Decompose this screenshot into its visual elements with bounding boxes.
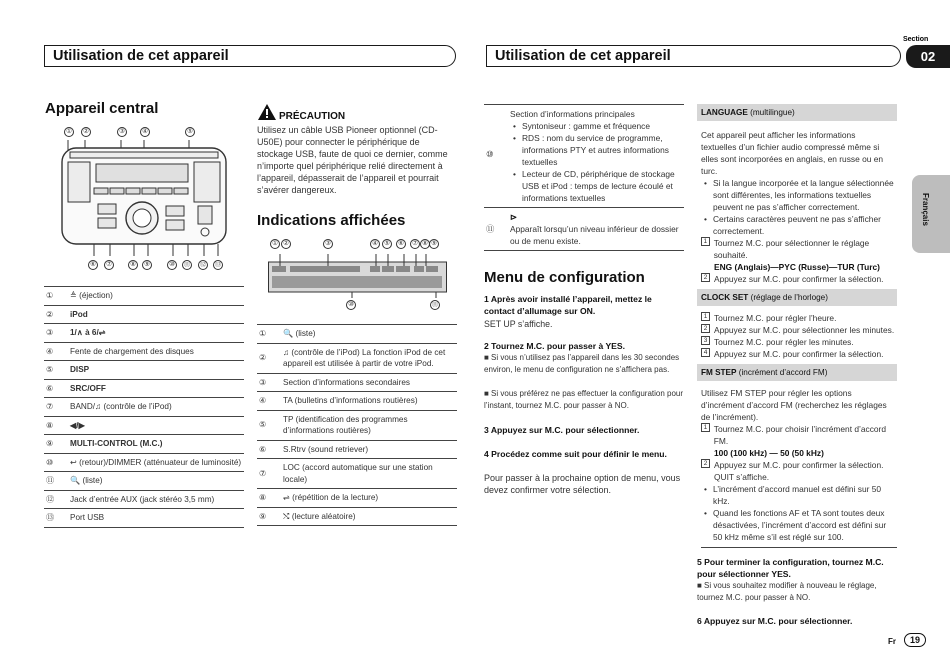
language-bar-title: LANGUAGE bbox=[701, 108, 748, 117]
caution-text: Utilisez un câble USB Pioneer optionnel (CD-U50E) pour connecter le périphérique de stockage USB, faute de quoi ce dernier, comme n’importe quel périphérique relié directement à l’appareil, dépasserait de l’appareil et pourrait s’avérer dangereux. bbox=[257, 125, 448, 195]
section-number: 02 bbox=[906, 45, 950, 68]
table-row bbox=[44, 398, 244, 417]
table-row bbox=[257, 440, 457, 459]
row-number: ⑤ bbox=[257, 410, 283, 440]
note-2a: ■ Si vous n’utilisez pas l’appareil dans les 30 secondes environ, le menu de configuration ne s’affichera pas. bbox=[484, 353, 680, 374]
row-number: ④ bbox=[257, 392, 283, 411]
header-right bbox=[486, 45, 901, 67]
clock-step-4 bbox=[697, 348, 897, 360]
clock-step-2 bbox=[697, 324, 897, 336]
callout-12: ⑫ bbox=[199, 261, 207, 268]
callout-13: ⑬ bbox=[214, 261, 222, 268]
radio-callouts-top bbox=[64, 127, 204, 139]
row-number: ① bbox=[257, 325, 283, 344]
step-text: Appuyez sur M.C. pour sélectionner les minutes. bbox=[714, 325, 895, 335]
row-number: ⑫ bbox=[44, 490, 70, 509]
row-number: ④ bbox=[44, 342, 70, 361]
row-text: ⤭ (lecture aléatoire) bbox=[283, 507, 457, 526]
list-item: • Quand les fonctions AF et TA sont toutes deux désactivées, l’incrément d’accord est défini sur 50 kHz même s’il est réglé sur 100. bbox=[701, 507, 897, 548]
clock-step-3 bbox=[697, 336, 897, 348]
display-callouts-top bbox=[270, 239, 450, 251]
step-text: Tournez M.C. pour choisir l’incrément d’accord FM. bbox=[713, 424, 886, 446]
callout-4: ④ bbox=[140, 127, 150, 137]
step-6: 6 Appuyez sur M.C. pour sélectionner. bbox=[697, 616, 853, 626]
callout-10: ⑩ bbox=[167, 260, 177, 270]
row-text: iPod bbox=[70, 305, 244, 324]
step-text: Appuyez sur M.C. pour confirmer la sélection. bbox=[714, 460, 884, 470]
row-text: ≜ (éjection) bbox=[70, 287, 244, 306]
callout-5: ⑤ bbox=[382, 239, 392, 249]
row-text: LOC (accord automatique sur une station locale) bbox=[283, 459, 457, 489]
table-row bbox=[257, 507, 457, 526]
step-2: 2 Tournez M.C. pour passer à YES. bbox=[484, 341, 626, 351]
row-text: S.Rtrv (sound retriever) bbox=[283, 440, 457, 459]
table-row bbox=[44, 324, 244, 343]
row-number: ⑥ bbox=[257, 440, 283, 459]
row-text: DISP bbox=[70, 361, 244, 380]
callout-2: ② bbox=[281, 239, 291, 249]
table-row bbox=[257, 489, 457, 508]
page-number: 19 bbox=[904, 633, 926, 647]
list-item: • L’incrément d’accord manuel est défini sur 50 kHz. bbox=[701, 483, 897, 507]
row11-text: Apparaît lorsqu’un niveau inférieur de dossier ou de menu existe. bbox=[510, 224, 679, 246]
table-row bbox=[44, 435, 244, 454]
step-5: 5 Pour terminer la configuration, tournez M.C. pour sélectionner YES. bbox=[697, 557, 884, 579]
head-unit-illustration bbox=[58, 140, 230, 258]
row-number: ② bbox=[44, 305, 70, 324]
callout-1: ① bbox=[270, 239, 280, 249]
fm-step-2 bbox=[697, 459, 897, 471]
row-number: ⑩ bbox=[486, 149, 494, 159]
clock-step-1 bbox=[697, 312, 897, 324]
table-row bbox=[484, 208, 684, 251]
row-number: ⑧ bbox=[257, 489, 283, 508]
note-2b: ■ Si vous préférez ne pas effectuer la configuration pour l’instant, tournez M.C. pour passer à NO. bbox=[484, 389, 684, 410]
row-text: MULTI-CONTROL (M.C.) bbox=[70, 435, 244, 454]
table-row bbox=[44, 509, 244, 528]
table-row bbox=[257, 343, 457, 373]
callout-9: ⑨ bbox=[429, 239, 439, 249]
footer-lang: Fr bbox=[888, 637, 896, 646]
step-marker: 3 bbox=[701, 336, 710, 345]
row-number: ⑪ bbox=[44, 472, 70, 491]
step-marker: 2 bbox=[701, 459, 710, 468]
table-row bbox=[257, 392, 457, 411]
step-1-sub: SET UP s’affiche. bbox=[484, 319, 553, 329]
callout-2: ② bbox=[81, 127, 91, 137]
table-row bbox=[257, 459, 457, 489]
language-step-2 bbox=[697, 273, 897, 285]
step-marker: 1 bbox=[701, 237, 710, 246]
col4 bbox=[697, 104, 897, 548]
folder-level-icon: ⊳ bbox=[510, 212, 518, 222]
row-number: ⑦ bbox=[257, 459, 283, 489]
step-text: Appuyez sur M.C. pour confirmer la sélection. bbox=[714, 274, 884, 284]
display-callouts-bottom bbox=[346, 300, 446, 312]
table-row bbox=[44, 416, 244, 435]
table-row bbox=[44, 361, 244, 380]
col3-continued-table bbox=[484, 104, 684, 251]
row-number: ⑪ bbox=[486, 224, 495, 234]
fm-step-bar-title: FM STEP bbox=[701, 368, 737, 377]
callout-8: ⑧ bbox=[128, 260, 138, 270]
row-text bbox=[510, 108, 684, 204]
row-text: ♫ (contrôle de l’iPod) La fonction iPod de cet appareil est utilisée à partir de votre iPod. bbox=[283, 343, 457, 373]
row-number: ⑥ bbox=[44, 379, 70, 398]
callout-4: ④ bbox=[370, 239, 380, 249]
clock-bar bbox=[697, 289, 897, 306]
callout-3: ③ bbox=[117, 127, 127, 137]
callout-6: ⑥ bbox=[396, 239, 406, 249]
step-4-text: Pour passer à la prochaine option de menu, vous devez confirmer votre sélection. bbox=[484, 473, 681, 495]
table-row bbox=[44, 305, 244, 324]
col2-key-table bbox=[257, 324, 457, 526]
row-text: TP (identification des programmes d’informations routières) bbox=[283, 410, 457, 440]
row-text: Fente de chargement des disques bbox=[70, 342, 244, 361]
row-number: ⑤ bbox=[44, 361, 70, 380]
step-3: 3 Appuyez sur M.C. pour sélectionner. bbox=[484, 425, 640, 435]
table-row bbox=[44, 453, 244, 472]
step-marker: 4 bbox=[701, 348, 710, 357]
row-number: ⑧ bbox=[44, 416, 70, 435]
callout-7: ⑦ bbox=[410, 239, 420, 249]
menu-title: Menu de configuration bbox=[484, 269, 645, 286]
table-row bbox=[44, 379, 244, 398]
row-text: ↩ (retour)/DIMMER (atténuateur de luminosité) bbox=[70, 453, 244, 472]
row-text: TA (bulletins d’informations routières) bbox=[283, 392, 457, 411]
step-text: Tournez M.C. pour régler l’heure. bbox=[714, 313, 837, 323]
radio-callouts-bottom bbox=[88, 260, 228, 272]
note-5: ■ Si vous souhaitez modifier à nouveau le réglage, tournez M.C. pour passer à NO. bbox=[697, 581, 877, 602]
warning-icon bbox=[258, 104, 276, 120]
table-row bbox=[44, 472, 244, 491]
header-left bbox=[44, 45, 456, 67]
row-number: ⑬ bbox=[44, 509, 70, 528]
language-tab bbox=[912, 175, 950, 253]
list-item: • RDS : nom du service de programme, informations PTY et autres informations textuelles bbox=[510, 132, 684, 168]
row-number: ⑨ bbox=[44, 435, 70, 454]
step-marker: 2 bbox=[701, 324, 710, 333]
callout-1: ① bbox=[64, 127, 74, 137]
callout-11: ⑪ bbox=[183, 261, 191, 268]
row-text: 🔍 (liste) bbox=[70, 472, 244, 491]
clock-bar-sub: (réglage de l’horloge) bbox=[748, 293, 828, 302]
fm-step-bar bbox=[697, 364, 897, 381]
row10-title: Section d’informations principales bbox=[510, 109, 635, 119]
row-number: ⑩ bbox=[44, 453, 70, 472]
row-text: BAND/♫ (contrôle de l’iPod) bbox=[70, 398, 244, 417]
fm-quit: QUIT s’affiche. bbox=[714, 472, 770, 482]
step-4: 4 Procédez comme suit pour définir le menu. bbox=[484, 449, 667, 459]
step-text: Tournez M.C. pour sélectionner le réglage souhaité. bbox=[713, 238, 870, 260]
language-bar bbox=[697, 104, 897, 121]
callout-3: ③ bbox=[323, 239, 333, 249]
caution-title: PRÉCAUTION bbox=[279, 111, 346, 122]
callout-5: ⑤ bbox=[185, 127, 195, 137]
lcd-display-illustration bbox=[268, 254, 448, 298]
header-left-title: Utilisation de cet appareil bbox=[53, 48, 229, 64]
table-row bbox=[484, 105, 684, 208]
row-text: 🔍 (liste) bbox=[283, 325, 457, 344]
row-text: ⇌ (répétition de la lecture) bbox=[283, 489, 457, 508]
row-number: ② bbox=[257, 343, 283, 373]
header-right-title: Utilisation de cet appareil bbox=[495, 48, 671, 64]
step-text: Appuyez sur M.C. pour confirmer la sélection. bbox=[714, 349, 884, 359]
callout-10: ⑩ bbox=[346, 300, 356, 310]
row-text: 1/∧ à 6/⇌ bbox=[70, 324, 244, 343]
row-text: Jack d’entrée AUX (jack stéréo 3,5 mm) bbox=[70, 490, 244, 509]
col1-key-table bbox=[44, 286, 244, 528]
language-text: Cet appareil peut afficher les informations textuelles d’un fichier audio compressé même si elles sont incorporées en anglais, en russe ou en turc. bbox=[701, 130, 884, 176]
row-number: ⑦ bbox=[44, 398, 70, 417]
list-item: • Syntoniseur : gamme et fréquence bbox=[510, 120, 684, 132]
language-tab-label: Français bbox=[921, 193, 930, 226]
table-row bbox=[257, 410, 457, 440]
list-item: • Certains caractères peuvent ne pas s’afficher correctement. bbox=[701, 213, 897, 237]
row-text: ◀/▶ bbox=[70, 416, 244, 435]
table-row bbox=[44, 342, 244, 361]
table-row bbox=[44, 490, 244, 509]
language-bar-sub: (multilingue) bbox=[747, 108, 795, 117]
row-text: SRC/OFF bbox=[70, 379, 244, 398]
row-text: Section d’informations secondaires bbox=[283, 373, 457, 392]
row-number: ① bbox=[44, 287, 70, 306]
language-options: ENG (Anglais)—PYC (Russe)—TUR (Turc) bbox=[714, 262, 880, 272]
list-item: • Lecteur de CD, périphérique de stockage USB et iPod : temps de lecture écoulé et informations textuelles bbox=[510, 168, 684, 204]
table-row bbox=[257, 373, 457, 392]
fm-step-1 bbox=[697, 423, 897, 447]
callout-8: ⑧ bbox=[420, 239, 430, 249]
callout-7: ⑦ bbox=[104, 260, 114, 270]
fm-step-bar-sub: (incrément d’accord FM) bbox=[736, 368, 828, 377]
clock-bar-title: CLOCK SET bbox=[701, 293, 749, 302]
step-marker: 1 bbox=[701, 423, 710, 432]
callout-11: ⑪ bbox=[431, 301, 439, 308]
step-1: 1 Après avoir installé l’appareil, mettez le contact d’allumage sur ON. bbox=[484, 294, 652, 316]
step-text: Tournez M.C. pour régler les minutes. bbox=[714, 337, 854, 347]
indications-title: Indications affichées bbox=[257, 212, 406, 229]
language-step-1 bbox=[697, 237, 897, 261]
row-number: ③ bbox=[44, 324, 70, 343]
callout-6: ⑥ bbox=[88, 260, 98, 270]
row-number: ③ bbox=[257, 373, 283, 392]
row-text: Port USB bbox=[70, 509, 244, 528]
callout-9: ⑨ bbox=[142, 260, 152, 270]
row-number: ⑨ bbox=[257, 507, 283, 526]
list-item: • Si la langue incorporée et la langue sélectionnée sont différentes, les informations textuelles peuvent ne pas s’afficher correctement. bbox=[701, 177, 897, 213]
col1-title: Appareil central bbox=[45, 100, 159, 117]
table-row bbox=[44, 287, 244, 306]
section-label: Section bbox=[903, 36, 929, 43]
fm-step-text: Utilisez FM STEP pour régler les options d’incrément d’accord FM (recherchez les réglages de l’incrément). bbox=[701, 388, 887, 422]
step-marker: 1 bbox=[701, 312, 710, 321]
step-marker: 2 bbox=[701, 273, 710, 282]
fm-options: 100 (100 kHz) — 50 (50 kHz) bbox=[714, 448, 824, 458]
row-text bbox=[510, 211, 684, 247]
table-row bbox=[257, 325, 457, 344]
